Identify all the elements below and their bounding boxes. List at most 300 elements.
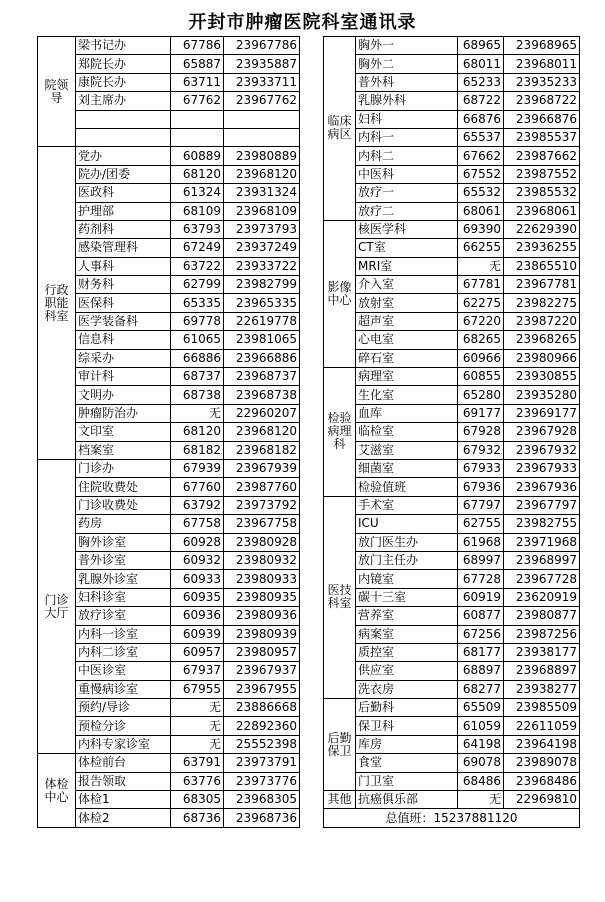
extension-number: 69390 [458,220,504,238]
table-row [38,570,300,588]
extension-number: 67256 [458,625,504,643]
table-row [324,55,580,73]
extension-number: 62755 [458,515,504,533]
department-name: 超声室 [356,312,458,330]
phone-number: 23967955 [224,680,300,698]
phone-number: 23968120 [224,423,300,441]
phone-number: 23985537 [504,128,580,146]
department-name: MRI室 [356,257,458,275]
department-name: 营养室 [356,607,458,625]
phone-number: 23935887 [224,55,300,73]
department-name: 食堂 [356,754,458,772]
table-row [324,496,580,514]
phone-number: 23968738 [224,386,300,404]
phone-number: 23985532 [504,184,580,202]
department-name: 洗衣房 [356,680,458,698]
extension-number: 67939 [171,459,224,477]
department-name: 感染管理科 [76,239,171,257]
phone-number: 23982275 [504,294,580,312]
extension-number: 68736 [171,809,224,827]
extension-number: 67797 [458,496,504,514]
hotline-row [324,809,580,827]
table-row [38,515,300,533]
department-name: 胸外诊室 [76,533,171,551]
extension-number: 68011 [458,55,504,73]
department-name: 普外诊室 [76,551,171,569]
department-name: CT室 [356,239,458,257]
extension-number: 62275 [458,294,504,312]
phone-number: 25552398 [224,735,300,753]
extension-number: 无 [171,717,224,735]
extension-number: 65280 [458,386,504,404]
phone-number: 23935233 [504,73,580,91]
department-name: 梁书记办 [76,37,171,55]
department-name: 文明办 [76,386,171,404]
department-name: 人事科 [76,257,171,275]
table-row [38,331,300,349]
phone-number: 23933722 [224,257,300,275]
department-name: 住院收费处 [76,478,171,496]
table-row [324,165,580,183]
table-row [38,791,300,809]
extension-number: 65509 [458,699,504,717]
extension-number: 无 [458,257,504,275]
department-name: 内科一诊室 [76,625,171,643]
table-row [38,533,300,551]
table-row [38,717,300,735]
table-row [38,551,300,569]
phone-number: 23938177 [504,643,580,661]
phone-number: 23968265 [504,331,580,349]
department-name: 肿瘤防治办 [76,404,171,422]
phone-number: 23930855 [504,368,580,386]
table-row [38,312,300,330]
department-name: 生化室 [356,386,458,404]
extension-number: 66876 [458,110,504,128]
table-row [38,699,300,717]
extension-number: 68061 [458,202,504,220]
phone-number: 23967762 [224,92,300,110]
phone-number: 23968722 [504,92,580,110]
phone-number: 23938277 [504,680,580,698]
table-row [324,735,580,753]
department-name: 库房 [356,735,458,753]
table-row [38,165,300,183]
department-name: 细菌室 [356,459,458,477]
department-name: 质控室 [356,643,458,661]
phone-number: 23980936 [224,607,300,625]
table-row [324,294,580,312]
extension-number: 60957 [171,643,224,661]
department-name: 病理室 [356,368,458,386]
table-row [38,643,300,661]
department-name: 放射室 [356,294,458,312]
department-name: 碎石室 [356,349,458,367]
extension-number: 67933 [458,459,504,477]
table-row [324,239,580,257]
phone-number: 23967758 [224,515,300,533]
department-name: 刘主席办 [76,92,171,110]
department-name: 病案室 [356,625,458,643]
group-label: 门诊大厅 [38,459,76,753]
department-name: 胸外二 [356,55,458,73]
department-name: 药房 [76,515,171,533]
extension-number: 无 [171,735,224,753]
extension-number: 67762 [171,92,224,110]
department-name: 护理部 [76,202,171,220]
phone-number: 23620919 [504,588,580,606]
extension-number: 无 [171,404,224,422]
department-name: 报告领取 [76,772,171,790]
department-name: 审计科 [76,368,171,386]
phone-number: 23967928 [504,423,580,441]
extension-number: 67662 [458,147,504,165]
table-row [324,386,580,404]
department-name: 供应室 [356,662,458,680]
department-name: 康院长办 [76,73,171,91]
extension-number: 68965 [458,37,504,55]
table-row [324,533,580,551]
department-name: 内科二 [356,147,458,165]
extension-number: 60919 [458,588,504,606]
department-name: 妇科 [356,110,458,128]
phone-number: 23968182 [224,441,300,459]
table-row [38,607,300,625]
extension-number: 65537 [458,128,504,146]
table-row [324,791,580,809]
department-name: 综采办 [76,349,171,367]
table-row [324,37,580,55]
department-name: 内科专家诊室 [76,735,171,753]
department-name: 乳腺外诊室 [76,570,171,588]
department-name: 艾滋室 [356,441,458,459]
department-name: 放疗诊室 [76,607,171,625]
extension-number: 60928 [171,533,224,551]
group-label: 体检中心 [38,754,76,828]
extension-number: 67760 [171,478,224,496]
extension-number: 68305 [171,791,224,809]
extension-number: 68120 [171,423,224,441]
department-name: 内镜室 [356,570,458,588]
table-row [38,588,300,606]
table-row [38,294,300,312]
phone-number: 23968109 [224,202,300,220]
extension-number: 67955 [171,680,224,698]
department-name: ICU [356,515,458,533]
phone-number: 22611059 [504,717,580,735]
extension-number [171,110,224,128]
table-row [38,220,300,238]
extension-number: 67781 [458,276,504,294]
table-row [38,735,300,753]
department-name: 临检室 [356,423,458,441]
extension-number: 63722 [171,257,224,275]
table-row [324,331,580,349]
table-row [324,588,580,606]
group-label: 其他 [324,791,356,809]
extension-number: 60933 [171,570,224,588]
table-row [38,202,300,220]
phone-number: 23967937 [224,662,300,680]
table-row [38,478,300,496]
phone-number: 23980928 [224,533,300,551]
phone-number: 23968305 [224,791,300,809]
group-label: 院领导 [38,37,76,147]
table-row [324,570,580,588]
extension-number: 63792 [171,496,224,514]
extension-number: 67249 [171,239,224,257]
extension-number: 67552 [458,165,504,183]
phone-number: 23980957 [224,643,300,661]
table-row [324,257,580,275]
group-label: 后勤保卫 [324,699,356,791]
phone-number: 22892360 [224,717,300,735]
table-row [324,110,580,128]
department-name: 重慢病诊室 [76,680,171,698]
duty-hotline: 总值班：15237881120 [324,809,580,827]
phone-number: 23933711 [224,73,300,91]
department-name: 放疗二 [356,202,458,220]
department-name: 档案室 [76,441,171,459]
table-row [324,515,580,533]
extension-number: 68722 [458,92,504,110]
phone-number: 23980933 [224,570,300,588]
table-row [324,423,580,441]
phone-number: 23967933 [504,459,580,477]
department-name [76,110,171,128]
extension-number: 60966 [458,349,504,367]
extension-number: 67937 [171,662,224,680]
phone-number: 22619778 [224,312,300,330]
extension-number: 67932 [458,441,504,459]
department-name: 预检分诊 [76,717,171,735]
phone-number: 23968965 [504,37,580,55]
table-row [324,349,580,367]
table-row [38,37,300,55]
table-row [38,423,300,441]
phone-number: 23967786 [224,37,300,55]
phone-number: 23980939 [224,625,300,643]
table-row [38,809,300,827]
department-name: 门卫室 [356,772,458,790]
table-row [324,680,580,698]
extension-number: 60932 [171,551,224,569]
extension-number: 66255 [458,239,504,257]
phone-number: 23968486 [504,772,580,790]
table-row [324,147,580,165]
table-row [324,368,580,386]
extension-number: 60936 [171,607,224,625]
extension-number: 60935 [171,588,224,606]
table-row [38,404,300,422]
table-row [38,441,300,459]
phone-number: 23967781 [504,276,580,294]
phone-number: 23968737 [224,368,300,386]
table-row [38,772,300,790]
extension-number: 69177 [458,404,504,422]
department-name: 手术室 [356,496,458,514]
extension-number: 62799 [171,276,224,294]
table-row [324,220,580,238]
phone-number: 23967936 [504,478,580,496]
extension-number: 67728 [458,570,504,588]
extension-number: 61065 [171,331,224,349]
phone-number: 23980935 [224,588,300,606]
department-name: 血库 [356,404,458,422]
table-row [324,184,580,202]
extension-number: 68897 [458,662,504,680]
phone-number: 23966876 [504,110,580,128]
department-name: 普外科 [356,73,458,91]
phone-number: 23980877 [504,607,580,625]
table-row [324,312,580,330]
table-row [38,110,300,128]
table-row [324,772,580,790]
department-name: 放门主任办 [356,551,458,569]
group-label: 影像中心 [324,220,356,367]
phone-number: 23980966 [504,349,580,367]
extension-number: 68277 [458,680,504,698]
table-row [324,643,580,661]
extension-number: 63793 [171,220,224,238]
extension-number: 66886 [171,349,224,367]
department-name: 信息科 [76,331,171,349]
phone-number: 23982799 [224,276,300,294]
right-directory-table [323,36,580,828]
extension-number: 无 [171,699,224,717]
table-row [38,73,300,91]
department-name [76,128,171,146]
extension-number: 68120 [171,165,224,183]
department-name: 中医科 [356,165,458,183]
table-row [38,625,300,643]
table-row [324,625,580,643]
phone-number: 23968061 [504,202,580,220]
department-name: 介入室 [356,276,458,294]
phone-number: 23967939 [224,459,300,477]
phone-number: 23967932 [504,441,580,459]
phone-number: 23967728 [504,570,580,588]
department-name: 郑院长办 [76,55,171,73]
department-name: 检验值班 [356,478,458,496]
department-name: 预约/导诊 [76,699,171,717]
department-name: 碳十三室 [356,588,458,606]
extension-number: 67758 [171,515,224,533]
table-row [324,717,580,735]
phone-number: 23985509 [504,699,580,717]
extension-number: 60889 [171,147,224,165]
extension-number: 69778 [171,312,224,330]
extension-number: 65887 [171,55,224,73]
extension-number: 61324 [171,184,224,202]
phone-number: 23973776 [224,772,300,790]
department-name: 药剂科 [76,220,171,238]
department-name: 保卫科 [356,717,458,735]
table-row [324,478,580,496]
phone-number: 23971968 [504,533,580,551]
phone-number: 23968120 [224,165,300,183]
table-row [38,92,300,110]
department-name: 门诊办 [76,459,171,477]
table-row [324,128,580,146]
extension-number: 68265 [458,331,504,349]
phone-number: 23968997 [504,551,580,569]
table-row [38,754,300,772]
phone-number [224,110,300,128]
extension-number: 68997 [458,551,504,569]
table-row [324,73,580,91]
table-row [38,368,300,386]
table-row [324,607,580,625]
phone-number: 22629390 [504,220,580,238]
group-label: 临床病区 [324,37,356,221]
department-name: 中医诊室 [76,662,171,680]
phone-number: 23987220 [504,312,580,330]
phone-number: 22969810 [504,791,580,809]
extension-number: 60855 [458,368,504,386]
department-name: 医保科 [76,294,171,312]
extension-number: 67928 [458,423,504,441]
table-row [324,459,580,477]
phone-number: 23973793 [224,220,300,238]
extension-number: 65335 [171,294,224,312]
department-name: 门诊收费处 [76,496,171,514]
department-name: 文印室 [76,423,171,441]
group-label: 检验病理科 [324,368,356,497]
department-name: 内科二诊室 [76,643,171,661]
department-name: 党办 [76,147,171,165]
extension-number: 60939 [171,625,224,643]
department-name: 核医学科 [356,220,458,238]
phone-number: 23966886 [224,349,300,367]
table-row [324,551,580,569]
phone-number: 23987760 [224,478,300,496]
table-row [38,496,300,514]
phone-number: 23931324 [224,184,300,202]
department-name: 心电室 [356,331,458,349]
extension-number: 67936 [458,478,504,496]
page-title: 开封市肿瘤医院科室通讯录 [188,12,417,33]
table-row [324,754,580,772]
table-row [324,441,580,459]
extension-number: 69078 [458,754,504,772]
phone-number: 23967797 [504,496,580,514]
extension-number: 68182 [171,441,224,459]
phone-number: 23968736 [224,809,300,827]
extension-number: 63711 [171,73,224,91]
table-row [38,662,300,680]
phone-number: 23980932 [224,551,300,569]
group-label: 医技科室 [324,496,356,698]
phone-number: 23936255 [504,239,580,257]
extension-number: 61968 [458,533,504,551]
phone-number: 23968011 [504,55,580,73]
table-row [324,699,580,717]
group-label: 行政职能科室 [38,147,76,460]
table-row [324,276,580,294]
table-row [324,92,580,110]
left-directory-table [37,36,300,828]
phone-number: 23935280 [504,386,580,404]
table-row [324,404,580,422]
phone-number: 23989078 [504,754,580,772]
phone-number: 23865510 [504,257,580,275]
department-name: 抗癌俱乐部 [356,791,458,809]
extension-number: 61059 [458,717,504,735]
phone-number: 23980889 [224,147,300,165]
department-name: 妇科诊室 [76,588,171,606]
table-row [38,349,300,367]
